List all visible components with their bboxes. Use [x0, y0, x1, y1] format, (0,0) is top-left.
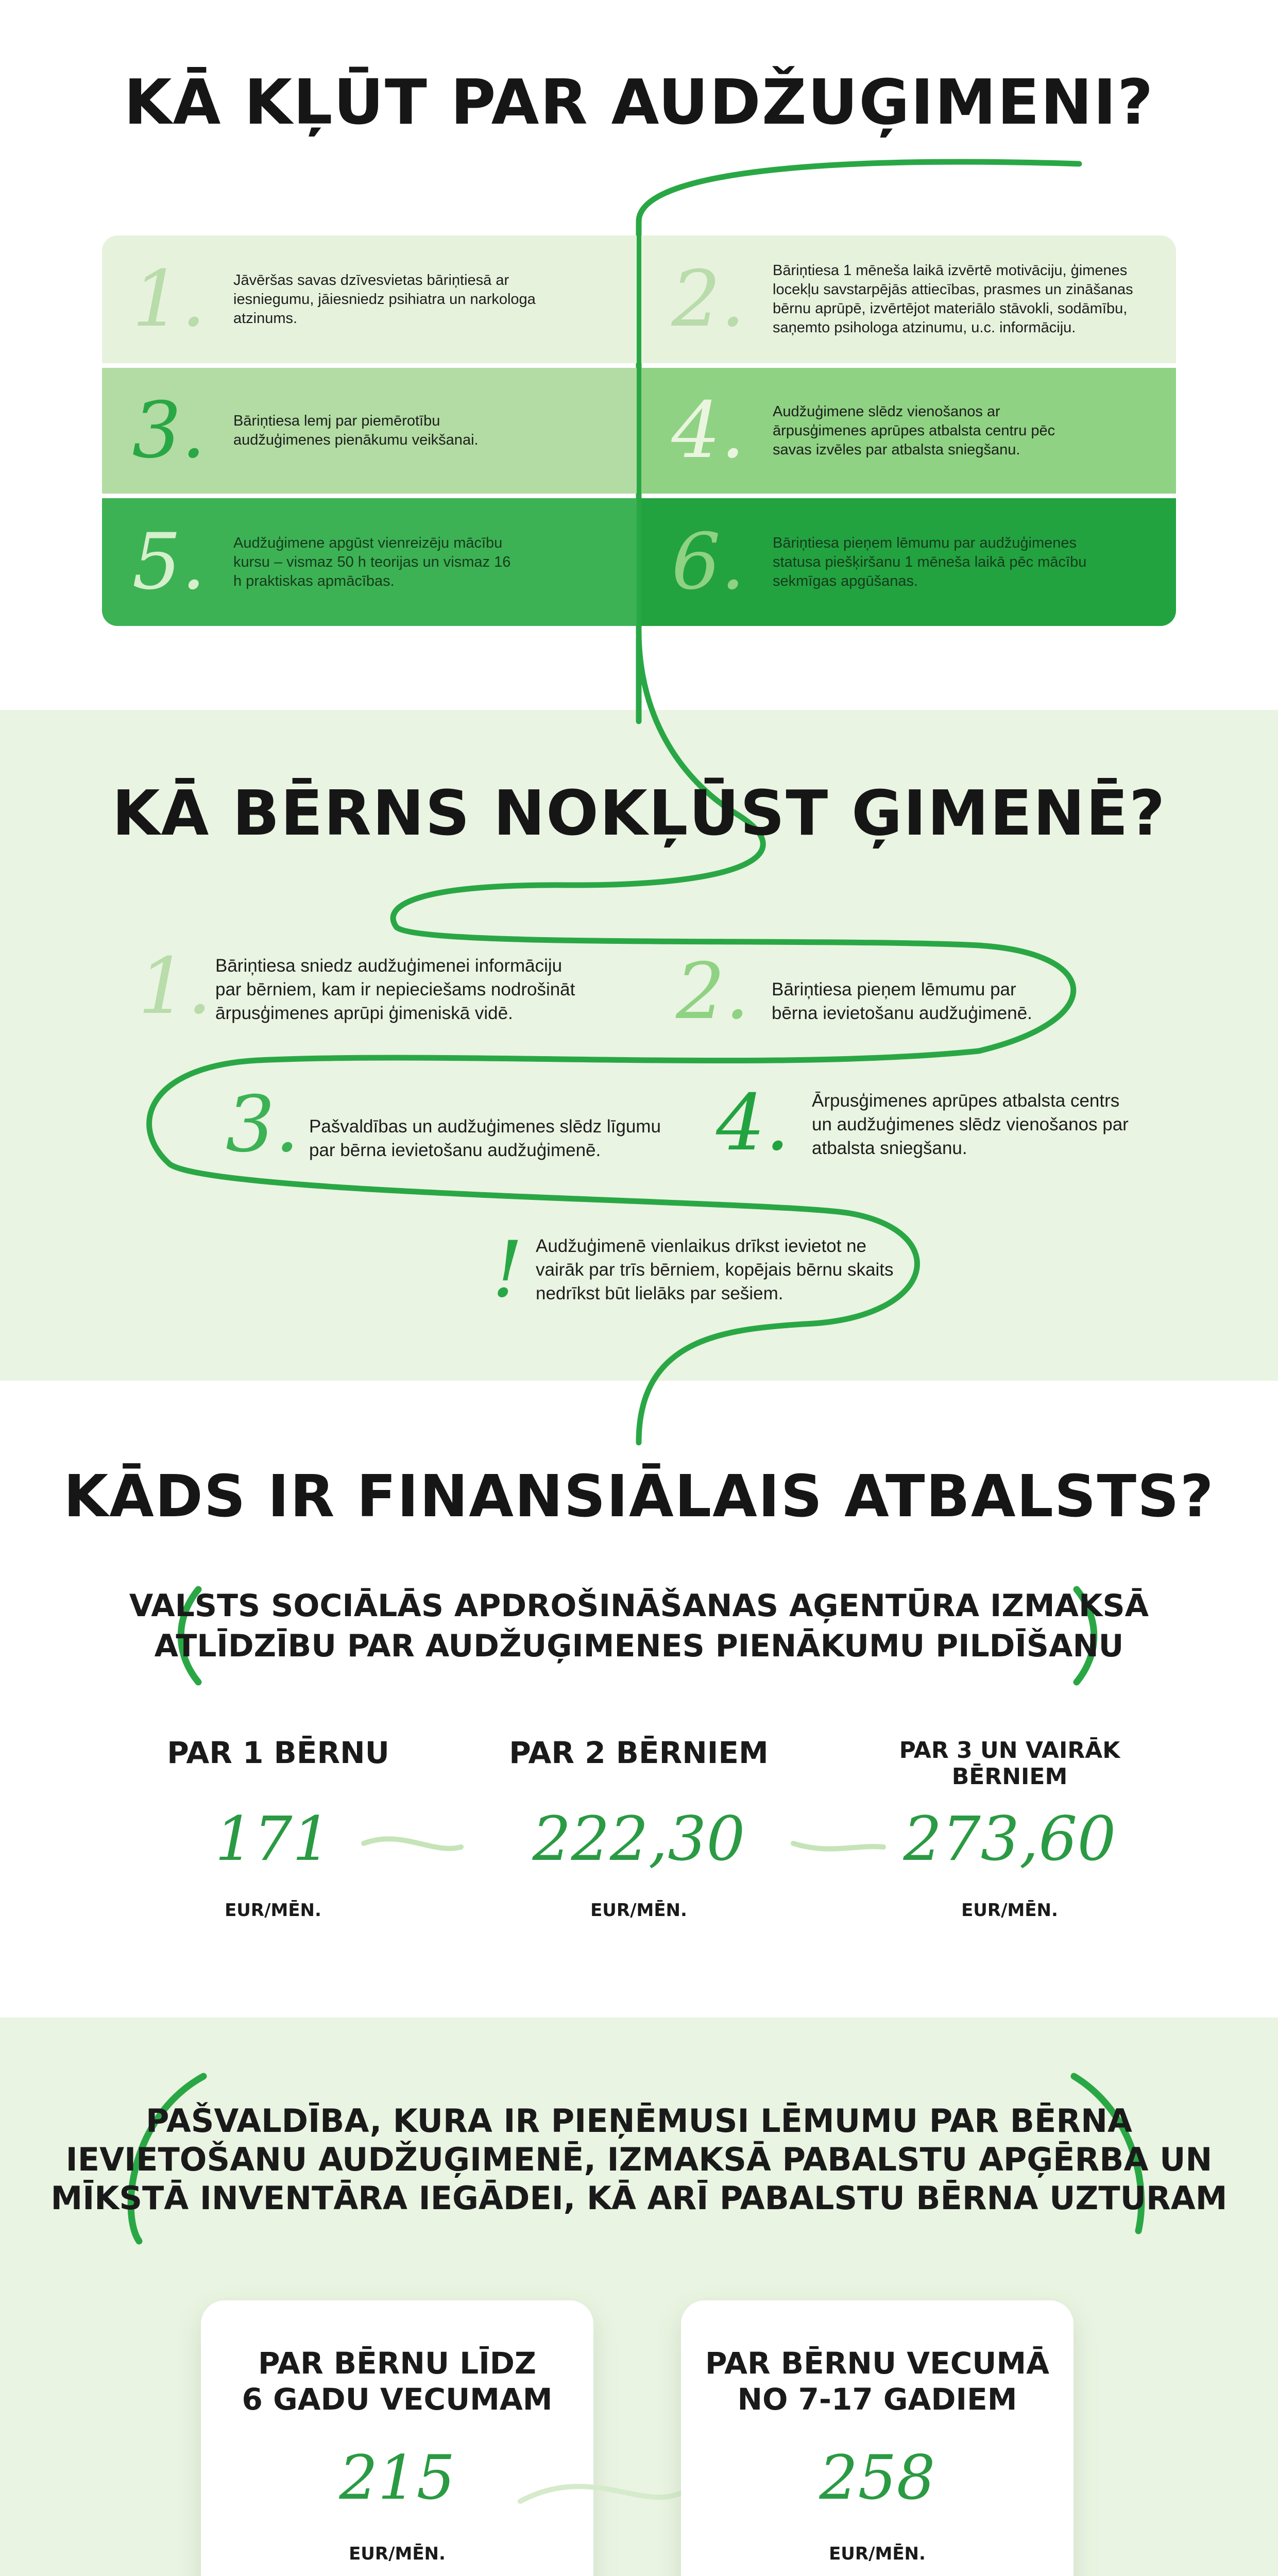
- heading-line-2: IEVIETOŠANU AUDŽUĢIMENĒ, IZMAKSĀ PABALSTU APĢĒRBA UN: [65, 2141, 1213, 2178]
- amount-label: PAR 3 UN VAIRĀK BĒRNIEM: [899, 1737, 1120, 1790]
- amount-unit: EUR/MĒN.: [590, 1900, 687, 1921]
- card-unit: EUR/MĒN.: [349, 2544, 446, 2564]
- step-text: Ārpusģimenes aprūpes atbalsta centrs un audžuģimenes slēdz vienošanos par atbalsta sniegšanu.: [812, 1091, 1129, 1158]
- step-number: 4.: [671, 386, 745, 476]
- card-label-line-1: PAR BĒRNU LĪDZ: [258, 2346, 536, 2381]
- card-unit: EUR/MĒN.: [829, 2544, 926, 2564]
- card-label-line-2: NO 7-17 GADIEM: [737, 2382, 1017, 2417]
- step-text: Audžuģimene apgūst vienreizēju mācību kursu – vismaz 50 h teorijas un vismaz 16 h praktiskas apmācības.: [233, 534, 511, 589]
- amount-value: 171: [215, 1803, 331, 1874]
- step-text: Bāriņtiesa 1 mēneša laikā izvērtē motivāciju, ģimenes locekļu savstarpējās attiecības, prasmes un zināšanas bērnu aprūpē, izvērtējot materiālo stāvokli, sodāmību, saņemto psihologa atzinumu, u.c. informāciju.: [773, 262, 1133, 336]
- benefit-card: [681, 2300, 1073, 2576]
- step-text: Bāriņtiesa lemj par piemērotību audžuģimenes pienākumu veikšanai.: [233, 413, 479, 448]
- card-label-line-2: 6 GADU VECUMAM: [242, 2382, 553, 2417]
- card-label-line-1: PAR BĒRNU VECUMĀ: [705, 2346, 1050, 2381]
- step-number: 1.: [132, 255, 206, 344]
- step-number: 3.: [132, 386, 206, 476]
- heading-line-1: PAŠVALDĪBA, KURA IR PIEŅĒMUSI LĒMUMU PAR BĒRNA: [146, 2102, 1132, 2140]
- card-value: 215: [339, 2442, 455, 2513]
- amount-value: 222,30: [532, 1803, 745, 1874]
- section2-title: KĀ BĒRNS NOKĻŪST ĢIMENĒ?: [112, 778, 1166, 850]
- amount-unit: EUR/MĒN.: [225, 1900, 321, 1921]
- heading-line-3: MĪKSTĀ INVENTĀRA IEGĀDEI, KĀ ARĪ PABALSTU BĒRNA UZTURAM: [50, 2179, 1228, 2217]
- card-value: 258: [819, 2442, 935, 2513]
- step-text: Bāriņtiesa pieņem lēmumu par bērna ievietošanu audžuģimenē.: [772, 979, 1032, 1023]
- step-text: Jāvēršas savas dzīvesvietas bāriņtiesā ar iesniegumu, jāiesniedz psihiatra un narkologa atzinums.: [233, 272, 536, 327]
- step-number: 2.: [676, 947, 750, 1037]
- step-number: 5.: [132, 517, 206, 607]
- step-text: Bāriņtiesa pieņem lēmumu par audžuģimenes statusa piešķiršanu 1 mēneša laikā pēc mācību sekmīgas apgūšanas.: [773, 534, 1087, 589]
- amount-label: PAR 1 BĒRNU: [167, 1735, 389, 1770]
- note-exclamation-icon: !: [492, 1225, 523, 1315]
- step-number: 4.: [716, 1078, 790, 1168]
- step-text: Audžuģimene slēdz vienošanos ar ārpusģimenes aprūpes atbalsta centru pēc savas izvēles par atbalsta sniegšanu.: [773, 403, 1055, 458]
- section3-title: KĀDS IR FINANSIĀLAIS ATBALSTS?: [63, 1463, 1215, 1530]
- amount-label: PAR 2 BĒRNIEM: [509, 1735, 769, 1770]
- step-number: 1.: [138, 942, 212, 1031]
- step-text: Bāriņtiesa sniedz audžuģimenei informāciju par bērniem, kam ir nepieciešams nodrošināt ārpusģimenes aprūpi ģimeniskā vidē.: [215, 956, 575, 1023]
- amount-unit: EUR/MĒN.: [961, 1900, 1058, 1921]
- note-text: Audžuģimenē vienlaikus drīkst ievietot ne vairāk par trīs bērniem, kopējais bērnu skaits nedrīkst būt lielāks par sešiem.: [536, 1236, 894, 1303]
- amount-value: 273,60: [903, 1803, 1116, 1874]
- step-number: 3.: [226, 1080, 300, 1170]
- step-number: 6.: [671, 517, 745, 607]
- step-number: 2.: [671, 255, 745, 344]
- subtitle-line-1: VALSTS SOCIĀLĀS APDROŠINĀŠANAS AĢENTŪRA IZMAKSĀ: [129, 1588, 1149, 1624]
- subtitle-line-2: ATLĪDZĪBU PAR AUDŽUĢIMENES PIENĀKUMU PILDĪŠANU: [154, 1628, 1124, 1664]
- step-text: Pašvaldības un audžuģimenes slēdz līgumu par bērna ievietošanu audžuģimenē.: [309, 1116, 661, 1160]
- section1-title: KĀ KĻŪT PAR AUDŽUĢIMENI?: [124, 67, 1154, 139]
